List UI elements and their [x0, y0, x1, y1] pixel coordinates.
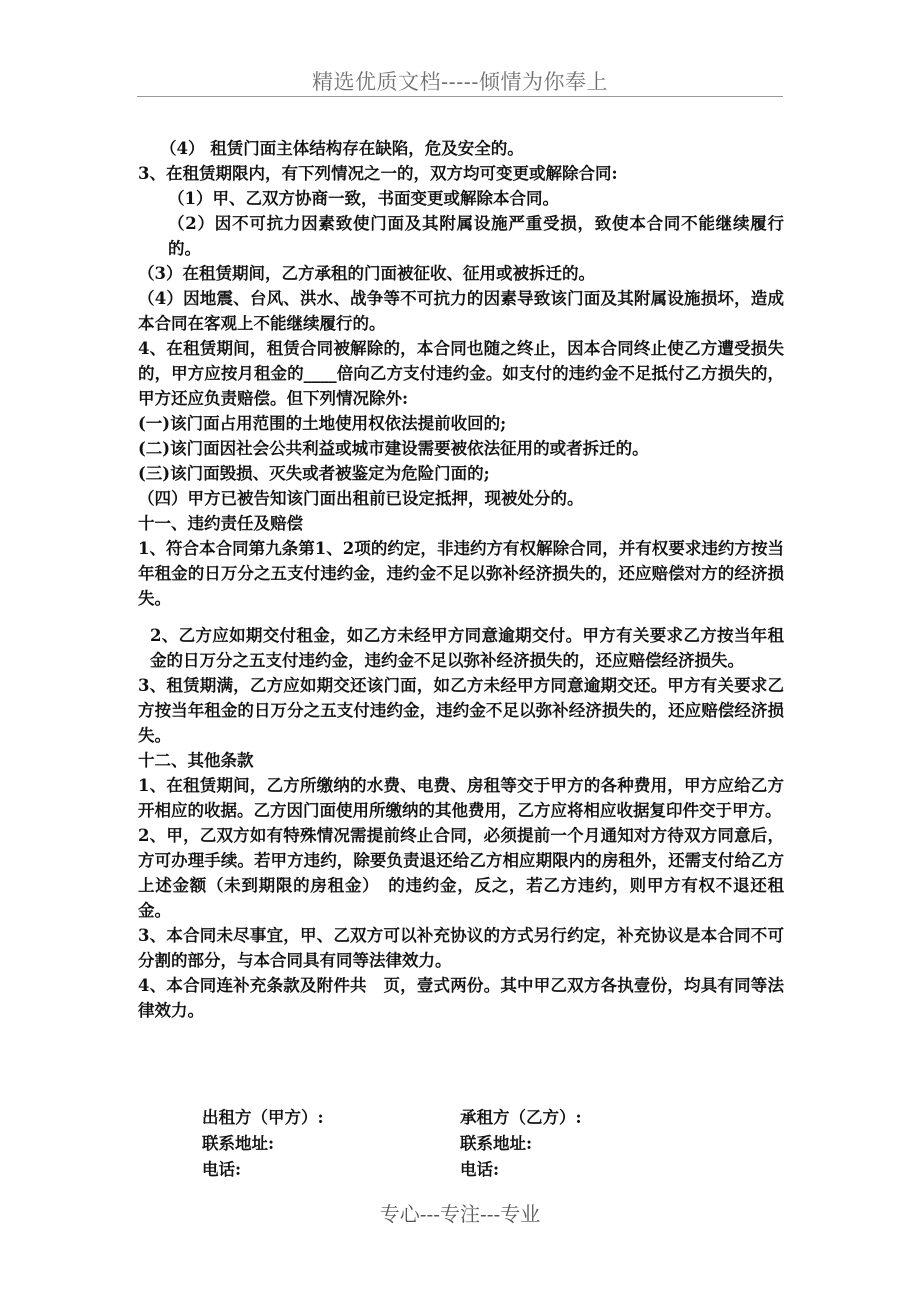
clause-paragraph: 3、在租赁期限内，有下列情况之一的，双方均可变更或解除合同: [138, 164, 618, 183]
clause-paragraph: （4） 租赁门面主体结构存在缺陷，危及安全的。 [160, 139, 524, 158]
clause-paragraph: 3、本合同未尽事宜，甲、乙双方可以补充协议的方式另行约定，补充协议是本合同不可分割的部分，与本合同具有同等法律效力。 [138, 926, 784, 970]
page-footer: 专心---专注---专业 [379, 1202, 541, 1226]
clause-paragraph: 1、符合本合同第九条第1、2项的约定，非违约方有权解除合同，并有权要求违约方按当年租金的日万分之五支付违约金，违约金不足以弥补经济损失的，还应赔偿对方的经济损失。 [138, 539, 784, 608]
clause-paragraph: 2、乙方应如期交付租金，如乙方未经甲方同意逾期交付。甲方有关要求乙方按当年租金的日万分之五支付违约金，违约金不足以弥补经济损失的，还应赔偿经济损失。 [150, 626, 784, 670]
clause-paragraph: 2、甲，乙双方如有特殊情况需提前终止合同，必须提前一个月通知对方待双方同意后，方可办理手续。若甲方违约，除要负责退还给乙方相应期限内的房租外，还需支付给乙方上述金额（未到期限的房租金） 的违约金，反之，若乙方违约，则甲方有权不退还租金。 [138, 826, 784, 920]
clause-paragraph: （3）在租赁期间，乙方承租的门面被征收、征用或被拆迁的。 [138, 264, 595, 283]
lessee-phone-label: 电话: [460, 1160, 500, 1179]
clause-paragraph: 3、租赁期满，乙方应如期交还该门面，如乙方未经甲方同意逾期交还。甲方有关要求乙方按当年租金的日万分之五支付违约金，违约金不足以弥补经济损失的，还应赔偿经济损失。 [138, 676, 784, 745]
lessee-address-label: 联系地址: [460, 1134, 533, 1153]
clause-paragraph: （1）甲、乙双方协商一致，书面变更或解除本合同。 [168, 189, 559, 208]
clause-paragraph: （4）因地震、台风、洪水、战争等不可抗力的因素导致该门面及其附属设施损坏，造成本合同在客观上不能继续履行的。 [138, 289, 784, 333]
clause-paragraph: 1、在租赁期间，乙方所缴纳的水费、电费、房租等交于甲方的各种费用，甲方应给乙方开相应的收据。乙方因门面使用所缴纳的其他费用，乙方应将相应收据复印件交于甲方。 [138, 776, 784, 820]
lessor-address-label: 联系地址: [202, 1134, 275, 1153]
lessor-phone-label: 电话: [202, 1160, 242, 1179]
clause-paragraph: (一)该门面占用范围的土地使用权依法提前收回的; [138, 414, 507, 433]
lessee-label: 承租方（乙方）: [460, 1108, 582, 1127]
document-body [138, 136, 784, 1023]
clause-paragraph: 4、在租赁期间，租赁合同被解除的，本合同也随之终止，因本合同终止使乙方遭受损失的，甲方应按月租金的____倍向乙方支付违约金。如支付的违约金不足抵付乙方损失的，甲方还应负责赔偿。但下列情况除外: [138, 339, 784, 408]
page-header: 精选优质文档-----倾情为你奉上 [312, 70, 608, 94]
clause-paragraph: （2）因不可抗力因素致使门面及其附属设施严重受损，致使本合同不能继续履行的。 [168, 214, 784, 258]
section-heading: 十二、其他条款 [138, 751, 254, 770]
header-divider [137, 96, 783, 97]
lessor-label: 出租方（甲方）: [202, 1108, 324, 1127]
section-heading: 十一、违约责任及赔偿 [138, 514, 303, 533]
clause-paragraph: （四）甲方已被告知该门面出租前已设定抵押，现被处分的。 [138, 489, 584, 508]
clause-paragraph: 4、本合同连补充条款及附件共 页，壹式两份。其中甲乙双方各执壹份，均具有同等法律效力。 [138, 976, 784, 1020]
signature-block [138, 1104, 784, 1182]
clause-paragraph: (三)该门面毁损、灭失或者被鉴定为危险门面的; [138, 464, 490, 483]
clause-paragraph: (二)该门面因社会公共利益或城市建设需要被依法征用的或者拆迁的。 [138, 439, 649, 458]
